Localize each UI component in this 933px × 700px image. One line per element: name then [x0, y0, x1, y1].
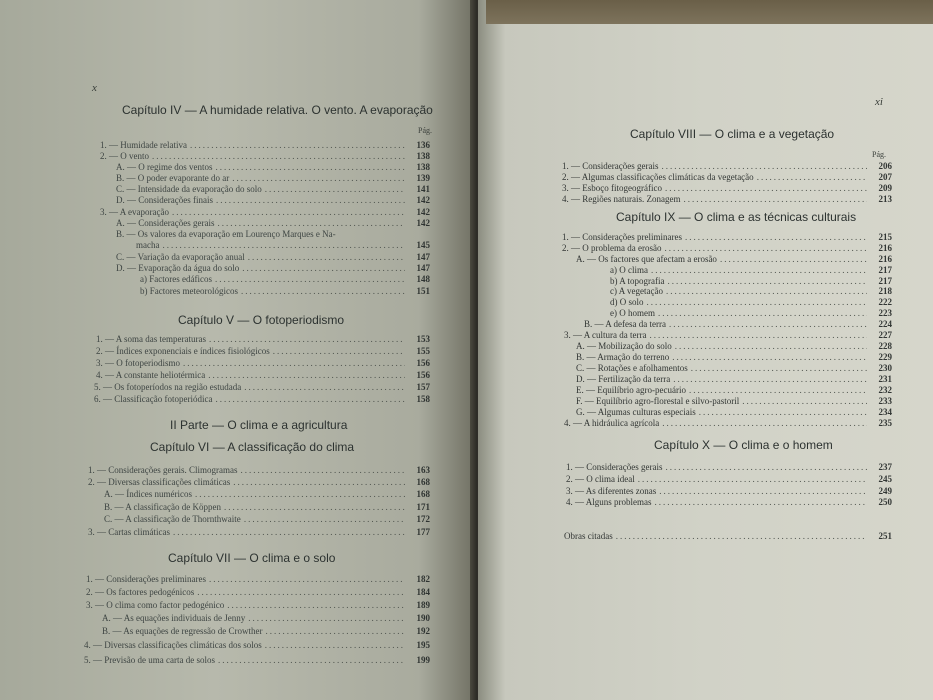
toc-entry: 3. — A evaporação ..... 142: [100, 207, 430, 217]
toc-entry: B. — A defesa da terra ..... 224: [584, 319, 892, 329]
toc-entry: 4. — Diversas classificações climáticas dos solos ..... 195: [84, 640, 430, 650]
toc-entry: 3. — As diferentes zonas ..... 249: [566, 486, 892, 496]
toc-entry: 1. — Considerações preliminares ..... 215: [562, 232, 892, 242]
toc-entry: 2. — Algumas classificações climáticas da vegetação ..... 207: [562, 172, 892, 182]
toc-entry: A. — Índices numéricos ..... 168: [104, 489, 430, 499]
chapter-title-viii: Capítulo VIII — O clima e a vegetação: [630, 127, 835, 141]
toc-entry: d) O solo ..... 222: [610, 297, 892, 307]
chapter-title-iv: Capítulo IV — A humidade relativa. O vento. A evaporação: [122, 103, 433, 117]
chapter-title-x: Capítulo X — O clima e o homem: [654, 438, 833, 452]
toc-entry: B. — O poder evaporante do ar ..... 139: [116, 173, 430, 183]
chapter-title-vi: Capítulo VI — A classificação do clima: [150, 440, 355, 454]
toc-entry: 5. — Previsão de uma carta de solos ..... 199: [84, 655, 430, 665]
toc-entry: 4. — Alguns problemas ..... 250: [566, 497, 892, 507]
toc-entry: 2. — Os factores pedogénicos ..... 184: [86, 587, 430, 597]
toc-entry: 1. — A soma das temperaturas ..... 153: [96, 334, 430, 344]
right-page-number: xi: [875, 96, 883, 108]
toc-entry: 2. — O vento ..... 138: [100, 151, 430, 161]
toc-entry: 3. — A cultura da terra ..... 227: [564, 330, 892, 340]
toc-entry: 3. — O fotoperiodismo ..... 156: [96, 358, 430, 368]
toc-entry: 2. — O problema da erosão ..... 216: [562, 243, 892, 253]
part-title: II Parte — O clima e a agricultura: [170, 418, 348, 432]
toc-entry: D. — Fertilização da terra ..... 231: [576, 374, 892, 384]
toc-entry: 4. — A constante heliotérmica ..... 156: [96, 370, 430, 380]
toc-entry: 2. — Índices exponenciais e índices fisiológicos ..... 155: [96, 346, 430, 356]
toc-entry: C. — A classificação de Thornthwaite ..... 172: [104, 514, 430, 524]
toc-entry: 3. — O clima como factor pedogénico ..... 189: [86, 600, 430, 610]
chapter-title-vii: Capítulo VII — O clima e o solo: [168, 551, 336, 565]
toc-entry: D. — Considerações finais ..... 142: [116, 195, 430, 205]
pag-label: Pág.: [418, 126, 432, 135]
toc-entry: B. — A classificação de Köppen ..... 171: [104, 502, 430, 512]
toc-entry: 3. — Esboço fitogeográfico ..... 209: [562, 183, 892, 193]
toc-entry: A. — Mobilização do solo ..... 228: [576, 341, 892, 351]
left-page-number: x: [92, 82, 97, 94]
toc-entry: 1. — Considerações gerais ..... 206: [562, 161, 892, 171]
toc-entry: 4. — A hidráulica agrícola ..... 235: [564, 418, 892, 428]
toc-entry: 2. — O clima ideal ..... 245: [566, 474, 892, 484]
toc-entry: c) A vegetação ..... 218: [610, 286, 892, 296]
toc-entry: C. — Rotações e afolhamentos ..... 230: [576, 363, 892, 373]
toc-entry: b) A topografia ..... 217: [610, 276, 892, 286]
toc-entry: 1. — Considerações gerais ..... 237: [566, 462, 892, 472]
toc-entry: C. — Intensidade da evaporação do solo ..... 141: [116, 184, 430, 194]
toc-entry: e) O homem ..... 223: [610, 308, 892, 318]
toc-entry: E. — Equilíbrio agro-pecuário ..... 232: [576, 385, 892, 395]
toc-entry: 1. — Considerações preliminares ..... 182: [86, 574, 430, 584]
toc-entry: a) Factores edáficos ..... 148: [140, 274, 430, 284]
toc-entry: 3. — Cartas climáticas ..... 177: [88, 527, 430, 537]
toc-entry: 2. — Diversas classificações climáticas ..... 168: [88, 477, 430, 487]
pag-label: Pág.: [872, 150, 886, 159]
toc-entry: F. — Equilíbrio agro-florestal e silvo-pastoril ..... 233: [576, 396, 892, 406]
toc-entry: B. — Armação do terreno ..... 229: [576, 352, 892, 362]
toc-entry: a) O clima ..... 217: [610, 265, 892, 275]
toc-entry-obras-citadas: Obras citadas ..... 251: [564, 531, 892, 541]
toc-entry: B. — Os valores da evaporação em Lourenço Marques e Na-: [116, 229, 336, 239]
toc-entry: b) Factores meteorológicos ..... 151: [140, 286, 430, 296]
toc-entry: 4. — Regiões naturais. Zonagem ..... 213: [562, 194, 892, 204]
toc-entry: A. — Os factores que afectam a erosão ..... 216: [576, 254, 892, 264]
toc-entry: 6. — Classificação fotoperiódica ..... 158: [94, 394, 430, 404]
toc-entry: A. — As equações individuais de Jenny ..... 190: [102, 613, 430, 623]
toc-entry: B. — As equações de regressão de Crowther ..... 192: [102, 626, 430, 636]
toc-entry: A. — Considerações gerais ..... 142: [116, 218, 430, 228]
right-page: [478, 0, 933, 700]
toc-entry: 1. — Humidade relativa ..... 136: [100, 140, 430, 150]
chapter-title-ix: Capítulo IX — O clima e as técnicas culturais: [616, 210, 857, 224]
toc-entry: C. — Variação da evaporação anual ..... 147: [116, 252, 430, 262]
toc-entry: macha ..... 145: [136, 240, 430, 250]
toc-entry: D. — Evaporação da água do solo ..... 147: [116, 263, 430, 273]
toc-entry: G. — Algumas culturas especiais ..... 234: [576, 407, 892, 417]
background-table-edge: [486, 0, 933, 24]
toc-entry: 1. — Considerações gerais. Climogramas ..... 163: [88, 465, 430, 475]
chapter-title-v: Capítulo V — O fotoperiodismo: [178, 313, 345, 327]
toc-entry: A. — O regime dos ventos ..... 138: [116, 162, 430, 172]
toc-entry: 5. — Os fotoperíodos na região estudada ..... 157: [94, 382, 430, 392]
